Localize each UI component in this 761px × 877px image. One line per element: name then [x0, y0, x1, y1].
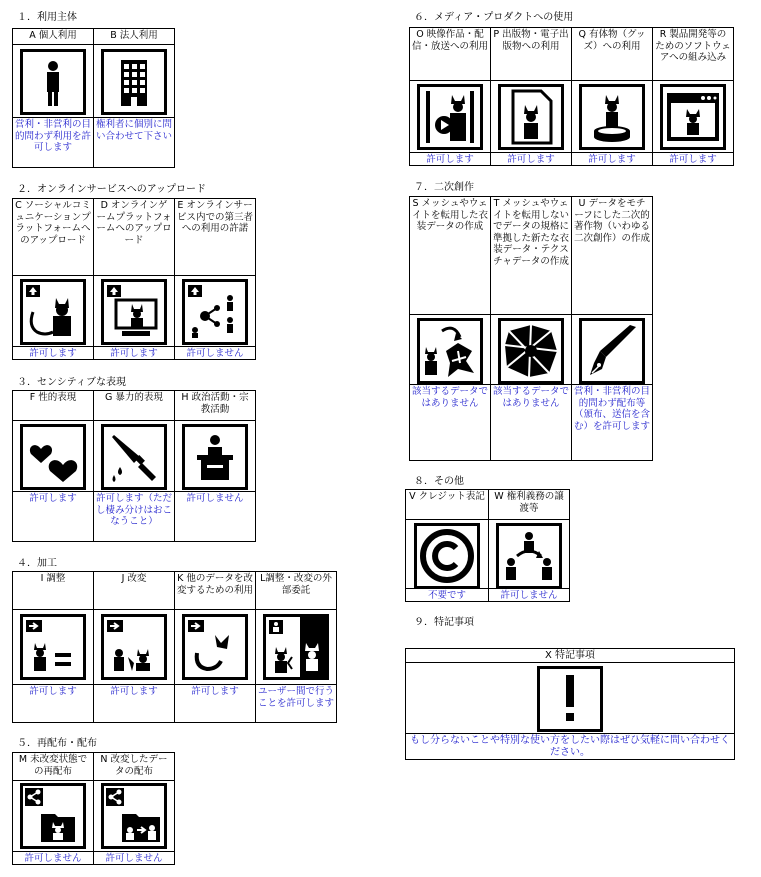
card-q-header: Q 有体物（グッズ）への利用	[572, 28, 652, 81]
card-s-header: S メッシュやウェイトを転用した衣装データの作成	[410, 197, 490, 315]
card-g-header: G 暴力的表現	[94, 391, 174, 421]
card-b-footer: 権利者に個別に問い合わせて下さい	[94, 117, 174, 167]
card-d-header: D オンラインゲームプラットフォームへのアップロード	[94, 199, 174, 276]
section-title-usage-subject: １．利用主体	[17, 12, 77, 23]
knife-icon	[101, 424, 167, 490]
card-q-goods	[571, 27, 653, 166]
card-s-mesh-clothing	[409, 196, 491, 461]
card-l-header: L調整・改変の外部委託	[256, 572, 336, 610]
card-u-derivative-work	[571, 196, 653, 461]
distribute-modified-icon	[101, 783, 167, 849]
card-d-footer: 許可します	[94, 346, 174, 359]
card-r-software	[652, 27, 734, 166]
card-r-footer: 許可します	[653, 152, 733, 165]
card-u-header: U データをモチーフにした二次的著作物（いわゆる二次創作）の作成	[572, 197, 652, 315]
card-v-header: V クレジット表記	[406, 490, 488, 520]
person-icon	[20, 49, 86, 115]
card-i-footer: 許可します	[13, 684, 93, 722]
card-x-header: X 特記事項	[406, 649, 734, 663]
card-j-modification	[93, 571, 175, 723]
outsource-icon	[263, 614, 329, 680]
card-a-individual-use	[12, 28, 94, 168]
card-m-header: M 未改変状態での再配布	[13, 753, 93, 781]
card-p-header: P 出版物・電子出版物への利用	[491, 28, 571, 81]
upload-sns-icon	[20, 279, 86, 345]
card-q-footer: 許可します	[572, 152, 652, 165]
card-l-outsourcing	[255, 571, 337, 723]
card-b-corporate-use	[93, 28, 175, 168]
section-title-other: ８．その他	[414, 476, 464, 487]
card-i-adjustment	[12, 571, 94, 723]
section-title-media: ６．メディア・プロダクトへの使用	[414, 12, 574, 23]
card-v-credit	[405, 489, 489, 602]
hearts-icon	[20, 424, 86, 490]
card-h-footer: 許可しません	[175, 491, 255, 541]
card-e-footer: 許可しません	[175, 346, 255, 359]
card-l-footer: ユーザー間で行うことを許可します	[256, 684, 336, 722]
redistribute-icon	[20, 783, 86, 849]
card-k-footer: 許可します	[175, 684, 255, 722]
card-d-game-upload	[93, 198, 175, 360]
card-c-header: C ソーシャルコミュニケーションプラットフォームへのアップロード	[13, 199, 93, 276]
goods-icon	[579, 84, 645, 150]
card-o-video	[409, 27, 491, 166]
building-icon	[101, 49, 167, 115]
transfer-icon	[496, 523, 562, 589]
card-w-rights-transfer	[488, 489, 570, 602]
section-title-processing: ４．加工	[17, 558, 57, 569]
adjust-icon	[20, 614, 86, 680]
card-s-footer: 該当するデータではありません	[410, 384, 490, 460]
section-title-redistribution: ５．再配布・配布	[17, 738, 97, 749]
exclamation-icon	[537, 666, 603, 732]
card-p-publication	[490, 27, 572, 166]
card-n-header: N 改変したデータの配布	[94, 753, 174, 781]
card-a-footer: 営利・非営利の目的問わず利用を許可します	[13, 117, 93, 167]
section-title-derivative: ７．二次創作	[414, 182, 474, 193]
video-icon	[417, 84, 483, 150]
card-t-new-clothing	[490, 196, 572, 461]
card-j-footer: 許可します	[94, 684, 174, 722]
card-p-footer: 許可します	[491, 152, 571, 165]
card-k-use-for-modification	[174, 571, 256, 723]
card-g-footer: 許可します（ただし棲み分けはおこなうこと）	[94, 491, 174, 541]
card-w-header: W 権利義務の譲渡等	[489, 490, 569, 520]
section-title-special: ９．特記事項	[414, 617, 474, 628]
card-k-header: K 他のデータを改変するための利用	[175, 572, 255, 610]
card-g-violent-expression	[93, 390, 175, 542]
card-f-footer: 許可します	[13, 491, 93, 541]
pen-nib-icon	[579, 318, 645, 384]
card-f-header: F 性的表現	[13, 391, 93, 421]
card-n-distribute-modified	[93, 752, 175, 865]
card-c-sns-upload	[12, 198, 94, 360]
new-clothing-icon	[498, 318, 564, 384]
card-c-footer: 許可します	[13, 346, 93, 359]
upload-game-icon	[101, 279, 167, 345]
card-h-header: H 政治活動・宗教活動	[175, 391, 255, 421]
card-t-header: T メッシュやウェイトを転用しないでデータの規格に準拠した新たな衣装データ・テクスチャデータの作成	[491, 197, 571, 315]
card-v-footer: 不要です	[406, 588, 488, 601]
software-icon	[660, 84, 726, 150]
card-r-header: R 製品開発等のためのソフトウェアへの組み込み	[653, 28, 733, 81]
card-h-political-religious	[174, 390, 256, 542]
section-title-sensitive: ３．センシティブな表現	[17, 377, 126, 388]
card-e-third-party-license	[174, 198, 256, 360]
publication-icon	[498, 84, 564, 150]
card-b-header: B 法人利用	[94, 29, 174, 45]
card-m-redistribution	[12, 752, 94, 865]
modify-icon	[101, 614, 167, 680]
copyright-icon	[414, 523, 480, 589]
card-n-footer: 許可しません	[94, 851, 174, 864]
card-f-sexual-expression	[12, 390, 94, 542]
card-o-header: O 映像作品・配信・放送への利用	[410, 28, 490, 81]
mesh-clothing-icon	[417, 318, 483, 384]
card-t-footer: 該当するデータではありません	[491, 384, 571, 460]
card-a-header: A 個人利用	[13, 29, 93, 45]
card-u-footer: 営利・非営利の目的問わず配布等（頒布、送信を含む）を許可します	[572, 384, 652, 460]
card-m-footer: 許可しません	[13, 851, 93, 864]
card-x-special-notes	[405, 648, 735, 760]
card-j-header: J 改変	[94, 572, 174, 610]
card-x-footer: もし分らないことや特別な使い方をしたい際はぜひ気軽に問い合わせください。	[406, 733, 734, 759]
card-e-header: E オンラインサービス内での第三者への利用の許諾	[175, 199, 255, 276]
use-for-modify-icon	[182, 614, 248, 680]
card-w-footer: 許可しません	[489, 588, 569, 601]
card-i-header: I 調整	[13, 572, 93, 610]
podium-icon	[182, 424, 248, 490]
section-title-upload: ２．オンラインサービスへのアップロード	[17, 184, 206, 195]
card-o-footer: 許可します	[410, 152, 490, 165]
share-third-party-icon	[182, 279, 248, 345]
